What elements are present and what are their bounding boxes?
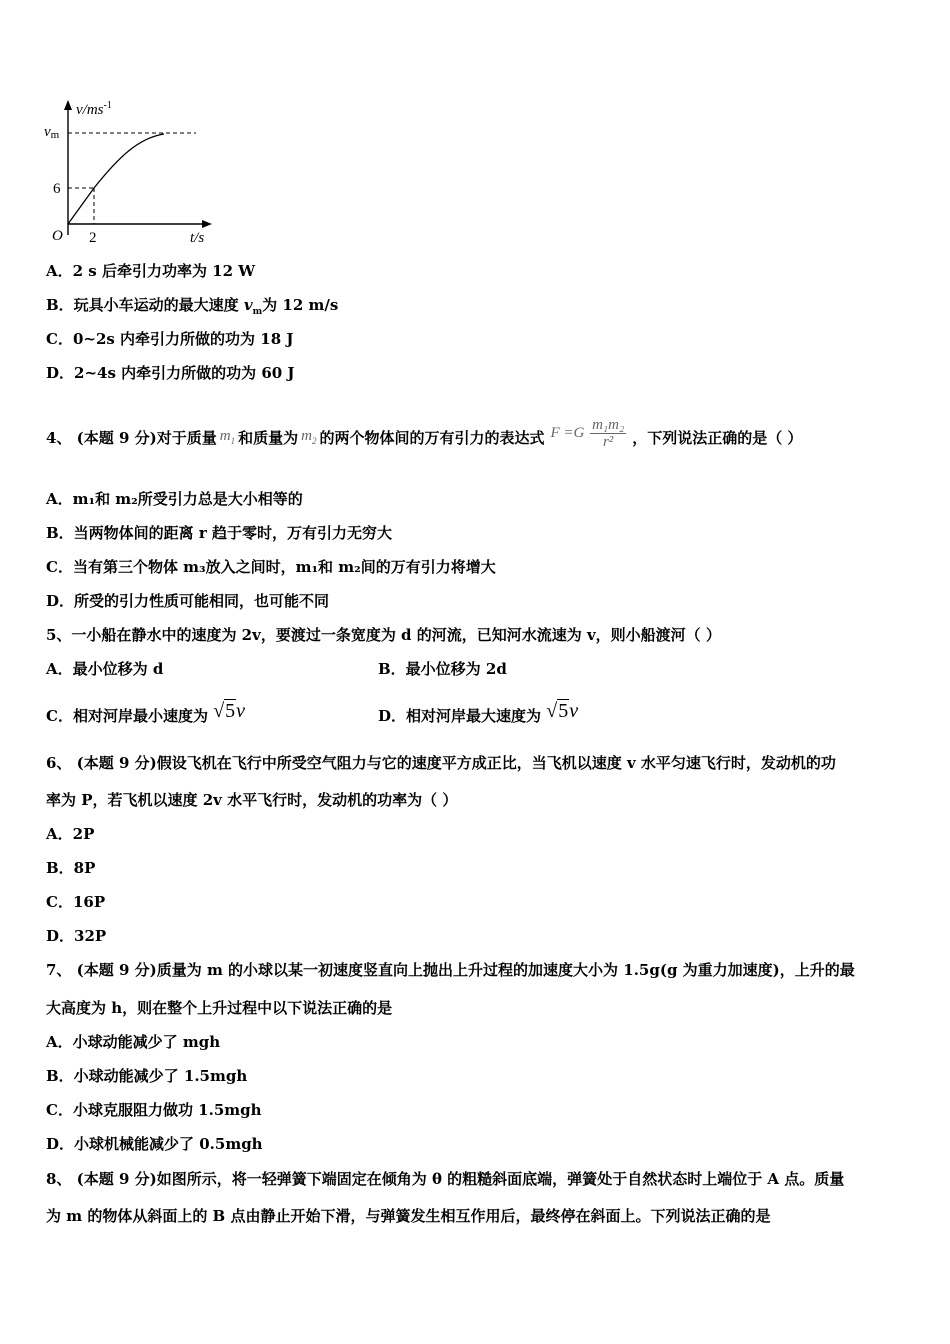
q5-option-b: B．最小位移为 2d bbox=[378, 660, 507, 678]
formula-numerator: m₁m₂ bbox=[592, 416, 625, 433]
q7-option-b: B．小球动能减少了 1.5mgh bbox=[46, 1067, 248, 1085]
origin-label: O bbox=[52, 228, 63, 244]
q5-option-c-text: C．相对河岸最小速度为 bbox=[46, 707, 208, 725]
q4-stem bbox=[46, 416, 802, 460]
q7-option-c: C．小球克服阻力做功 1.5mgh bbox=[46, 1101, 262, 1119]
q5-stem: 5、一小船在静水中的速度为 2v，要渡过一条宽度为 d 的河流，已知河水流速为 v，则小船渡河（ ） bbox=[46, 626, 721, 644]
gravitation-formula bbox=[550, 417, 626, 450]
velocity-time-graph bbox=[40, 92, 240, 252]
x-tick-2: 2 bbox=[89, 230, 97, 246]
velocity-curve bbox=[68, 134, 164, 224]
q3-option-b-var: v bbox=[243, 296, 253, 314]
y-axis-label: $v/ms^{-1}$ bbox=[76, 100, 112, 118]
q4-option-d: D．所受的引力性质可能相同，也可能不同 bbox=[46, 592, 330, 610]
formula-fraction bbox=[590, 417, 626, 450]
vm-label: vm bbox=[44, 124, 60, 141]
q7-option-d: D．小球机械能减少了 0.5mgh bbox=[46, 1135, 263, 1153]
q3-option-b-pre: B．玩具小车运动的最大速度 bbox=[46, 296, 244, 314]
q4-option-c: C．当有第三个物体 m₃放入之间时，m₁和 m₂间的万有引力将增大 bbox=[46, 558, 496, 576]
sqrt-5v-max: √5v bbox=[546, 700, 579, 722]
formula-denominator: r² bbox=[602, 433, 614, 450]
q3-option-b-sub: m bbox=[252, 307, 263, 317]
q3-option-c: C．0~2s 内牵引力所做的功为 18 J bbox=[46, 330, 294, 348]
q3-option-d: D．2~4s 内牵引力所做的功为 60 J bbox=[46, 364, 295, 382]
q5-option-d-text: D．相对河岸最大速度为 bbox=[378, 707, 542, 725]
q6-option-c: C．16P bbox=[46, 893, 106, 911]
q3-option-a: A．2 s 后牵引力功率为 12 W bbox=[46, 262, 256, 280]
q4-stem-part2: 和质量为 bbox=[238, 429, 299, 447]
q6-option-d: D．32P bbox=[46, 927, 107, 945]
q6-option-b: B．8P bbox=[46, 859, 96, 877]
q8-stem-line1: 8、 (本题 9 分)如图所示，将一轻弹簧下端固定在倾角为 θ 的粗糙斜面底端，弹簧处于自然状态时上端位于 A 点。质量 bbox=[46, 1170, 845, 1188]
q7-stem-line1: 7、 (本题 9 分)质量为 m 的小球以某一初速度竖直向上抛出上升过程的加速度大小为 1.5g(g 为重力加速度)，上升的最 bbox=[46, 961, 855, 979]
q5-option-d bbox=[378, 700, 578, 727]
q3-option-b-post: 为 12 m/s bbox=[262, 296, 339, 314]
q3-option-b bbox=[46, 294, 338, 323]
q4-m1: $m_1$ bbox=[219, 427, 236, 446]
q6-option-a: A．2P bbox=[46, 825, 95, 843]
q4-option-a: A．m₁和 m₂所受引力总是大小相等的 bbox=[46, 490, 303, 508]
y-axis-arrow bbox=[64, 100, 72, 110]
q4-stem-part4: ，下列说法正确的是（ ） bbox=[632, 429, 803, 447]
q4-m2: $m_2$ bbox=[301, 427, 317, 446]
q5-option-a: A．最小位移为 d bbox=[46, 660, 164, 678]
x-axis-label: t/s bbox=[190, 230, 205, 246]
q6-stem-line1: 6、 (本题 9 分)假设飞机在飞行中所受空气阻力与它的速度平方成正比，当飞机以速度 v 水平匀速飞行时，发动机的功 bbox=[46, 754, 836, 772]
q7-option-a: A．小球动能减少了 mgh bbox=[46, 1033, 221, 1051]
q6-stem-line2: 率为 P，若飞机以速度 2v 水平飞行时，发动机的功率为（ ） bbox=[46, 791, 458, 809]
q7-stem-line2: 大高度为 h，则在整个上升过程中以下说法正确的是 bbox=[46, 999, 393, 1017]
y-tick-6: 6 bbox=[53, 181, 61, 197]
x-axis-arrow bbox=[202, 220, 212, 228]
q4-option-b: B．当两物体间的距离 r 趋于零时，万有引力无穷大 bbox=[46, 524, 393, 542]
q4-stem-part3: 的两个物体间的万有引力的表达式 bbox=[319, 429, 545, 447]
q5-option-c bbox=[46, 700, 245, 727]
q4-stem-part1: 4、 (本题 9 分)对于质量 bbox=[46, 429, 217, 447]
sqrt-5v-min: √5v bbox=[213, 700, 246, 722]
formula-lhs: F =G bbox=[550, 424, 585, 441]
q8-stem-line2: 为 m 的物体从斜面上的 B 点由静止开始下滑，与弹簧发生相互作用后，最终停在斜面上。下列说法正确的是 bbox=[46, 1207, 771, 1225]
